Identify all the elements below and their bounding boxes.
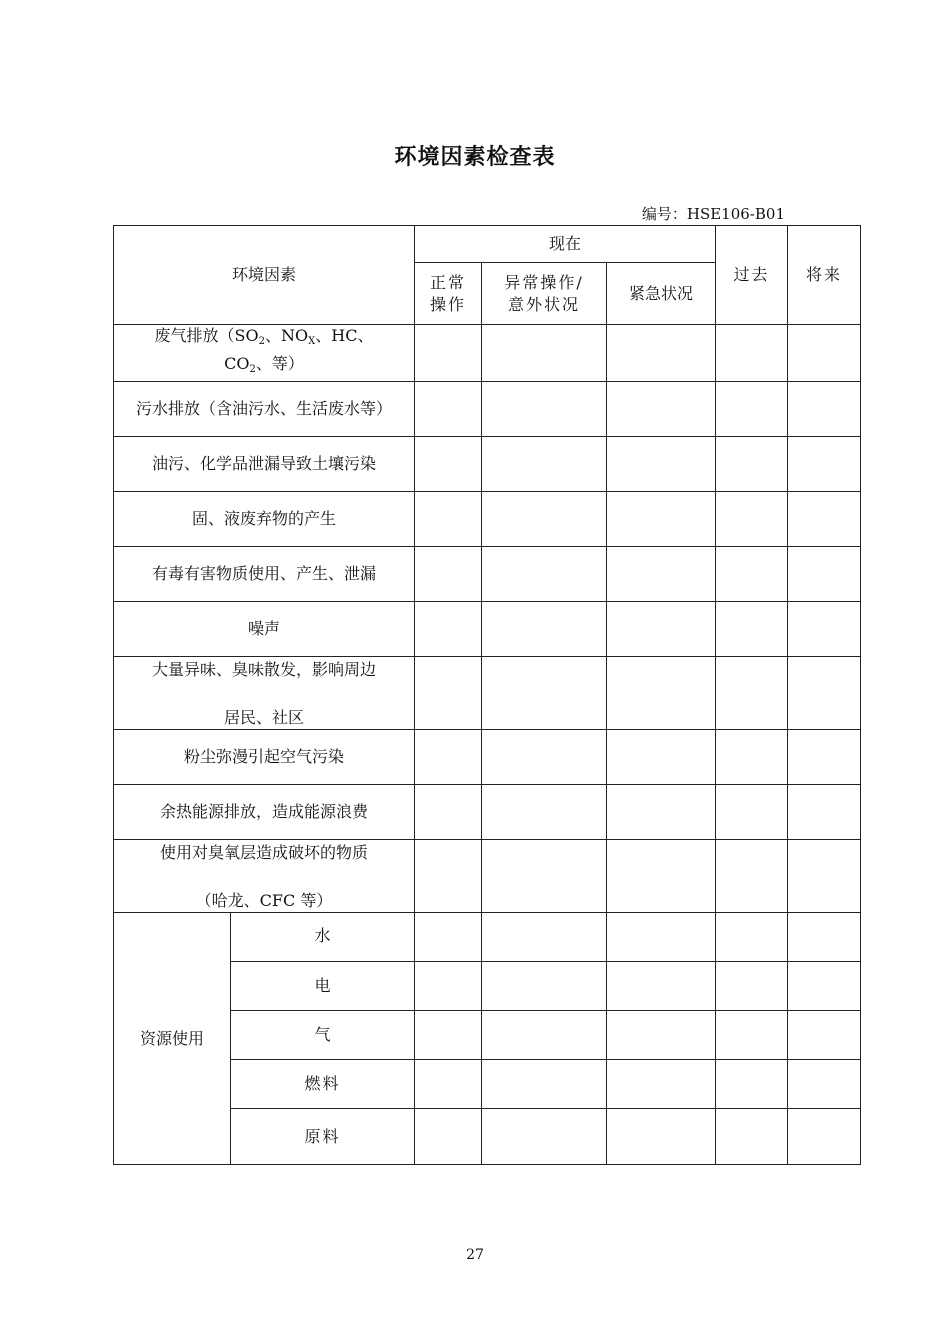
cell-empty	[788, 547, 861, 602]
cell-empty	[607, 547, 716, 602]
cell-empty	[482, 962, 607, 1011]
cell-empty	[716, 325, 788, 382]
cell-empty	[607, 602, 716, 657]
cell-empty	[482, 1011, 607, 1060]
cell-empty	[607, 437, 716, 492]
cell-empty	[607, 492, 716, 547]
page-number: 27	[466, 1247, 484, 1263]
header-normal-line2: 操作	[430, 294, 467, 314]
cell-empty	[716, 1011, 788, 1060]
cell-empty	[716, 1060, 788, 1109]
cell-empty	[788, 602, 861, 657]
ozone-line1: 使用对臭氧层造成破坏的物质	[160, 843, 369, 862]
table-row	[114, 913, 861, 962]
row-label-odor	[114, 657, 415, 730]
cell-empty	[482, 840, 607, 913]
cell-empty	[607, 730, 716, 785]
row-label-wastewater: 污水排放（含油污水、生活废水等）	[114, 382, 415, 437]
cell-empty	[716, 437, 788, 492]
row-label-ozone-depleting	[114, 840, 415, 913]
cell-empty	[415, 382, 482, 437]
header-emergency: 紧急状况	[607, 263, 716, 325]
row-label-soil-pollution: 油污、化学品泄漏导致土壤污染	[114, 437, 415, 492]
exhaust-sub-nox: X	[308, 336, 316, 347]
resource-item-gas: 气	[231, 1011, 415, 1060]
row-label-toxic-substances: 有毒有害物质使用、产生、泄漏	[114, 547, 415, 602]
cell-empty	[788, 325, 861, 382]
cell-empty	[415, 602, 482, 657]
cell-empty	[415, 325, 482, 382]
header-abnormal-operation	[482, 263, 607, 325]
page-title: 环境因素检查表	[394, 145, 556, 170]
exhaust-sub-so2: 2	[258, 336, 266, 347]
header-future: 将来	[788, 226, 861, 325]
exhaust-text-a: 废气排放（SO	[154, 326, 259, 345]
header-abnormal-line2: 意外状况	[508, 294, 581, 314]
cell-empty	[788, 1011, 861, 1060]
header-normal-line1: 正常	[430, 272, 467, 292]
cell-empty	[788, 730, 861, 785]
cell-empty	[716, 492, 788, 547]
cell-empty	[482, 913, 607, 962]
table-row	[114, 785, 861, 840]
cell-empty	[415, 547, 482, 602]
cell-empty	[607, 962, 716, 1011]
resource-item-fuel: 燃料	[231, 1060, 415, 1109]
cell-empty	[607, 913, 716, 962]
cell-empty	[482, 1109, 607, 1165]
odor-line2: 居民、社区	[224, 708, 305, 727]
environment-checklist-table	[113, 225, 861, 1165]
cell-empty	[788, 382, 861, 437]
cell-empty	[415, 785, 482, 840]
cell-empty	[482, 657, 607, 730]
cell-empty	[788, 785, 861, 840]
cell-empty	[607, 1011, 716, 1060]
header-past: 过去	[716, 226, 788, 325]
cell-empty	[415, 840, 482, 913]
cell-empty	[482, 492, 607, 547]
exhaust-sub-co2: 2	[249, 364, 256, 375]
exhaust-text-c: 、HC、CO	[224, 326, 374, 373]
cell-empty	[788, 657, 861, 730]
table-row	[114, 325, 861, 382]
cell-empty	[716, 382, 788, 437]
cell-empty	[607, 657, 716, 730]
row-label-solid-liquid-waste: 固、液废弃物的产生	[114, 492, 415, 547]
cell-empty	[415, 1109, 482, 1165]
cell-empty	[607, 1109, 716, 1165]
cell-empty	[788, 492, 861, 547]
cell-empty	[415, 1060, 482, 1109]
table-row	[114, 547, 861, 602]
cell-empty	[716, 785, 788, 840]
cell-empty	[607, 382, 716, 437]
cell-empty	[716, 730, 788, 785]
row-label-dust: 粉尘弥漫引起空气污染	[114, 730, 415, 785]
cell-empty	[482, 1060, 607, 1109]
cell-empty	[788, 840, 861, 913]
cell-empty	[415, 730, 482, 785]
table-row	[114, 382, 861, 437]
ozone-line2: （哈龙、CFC 等）	[195, 891, 333, 910]
cell-empty	[716, 1109, 788, 1165]
cell-empty	[482, 547, 607, 602]
cell-empty	[415, 962, 482, 1011]
header-normal-operation	[415, 263, 482, 325]
cell-empty	[788, 962, 861, 1011]
header-env-factor: 环境因素	[114, 226, 415, 325]
cell-empty	[415, 657, 482, 730]
cell-empty	[716, 840, 788, 913]
cell-empty	[415, 437, 482, 492]
table-row	[114, 437, 861, 492]
resource-use-group-label: 资源使用	[114, 913, 231, 1165]
cell-empty	[482, 785, 607, 840]
table-row	[114, 840, 861, 913]
cell-empty	[482, 730, 607, 785]
row-label-waste-heat: 余热能源排放，造成能源浪费	[114, 785, 415, 840]
resource-item-electricity: 电	[231, 962, 415, 1011]
cell-empty	[607, 325, 716, 382]
exhaust-text-d: 、等）	[255, 354, 304, 373]
cell-empty	[607, 1060, 716, 1109]
cell-empty	[482, 382, 607, 437]
resource-item-raw-material: 原料	[231, 1109, 415, 1165]
cell-empty	[482, 602, 607, 657]
table-row	[114, 730, 861, 785]
header-row-1	[114, 226, 861, 263]
cell-empty	[482, 437, 607, 492]
table-row	[114, 657, 861, 730]
table-row	[114, 492, 861, 547]
cell-empty	[716, 547, 788, 602]
cell-empty	[415, 913, 482, 962]
row-label-noise: 噪声	[114, 602, 415, 657]
cell-empty	[607, 785, 716, 840]
cell-empty	[716, 602, 788, 657]
table-row	[114, 602, 861, 657]
cell-empty	[788, 437, 861, 492]
cell-empty	[716, 657, 788, 730]
cell-empty	[415, 492, 482, 547]
cell-empty	[716, 913, 788, 962]
cell-empty	[788, 1060, 861, 1109]
header-abnormal-line1: 异常操作/	[504, 272, 584, 292]
row-label-exhaust-emission	[114, 325, 415, 382]
cell-empty	[415, 1011, 482, 1060]
cell-empty	[788, 1109, 861, 1165]
cell-empty	[482, 325, 607, 382]
cell-empty	[607, 840, 716, 913]
odor-line1: 大量异味、臭味散发，影响周边	[152, 660, 377, 679]
cell-empty	[788, 913, 861, 962]
resource-item-water: 水	[231, 913, 415, 962]
header-now: 现在	[415, 226, 716, 263]
exhaust-text-b: 、NO	[265, 326, 309, 345]
cell-empty	[716, 962, 788, 1011]
document-number: 编号：HSE106-B01	[641, 205, 785, 223]
